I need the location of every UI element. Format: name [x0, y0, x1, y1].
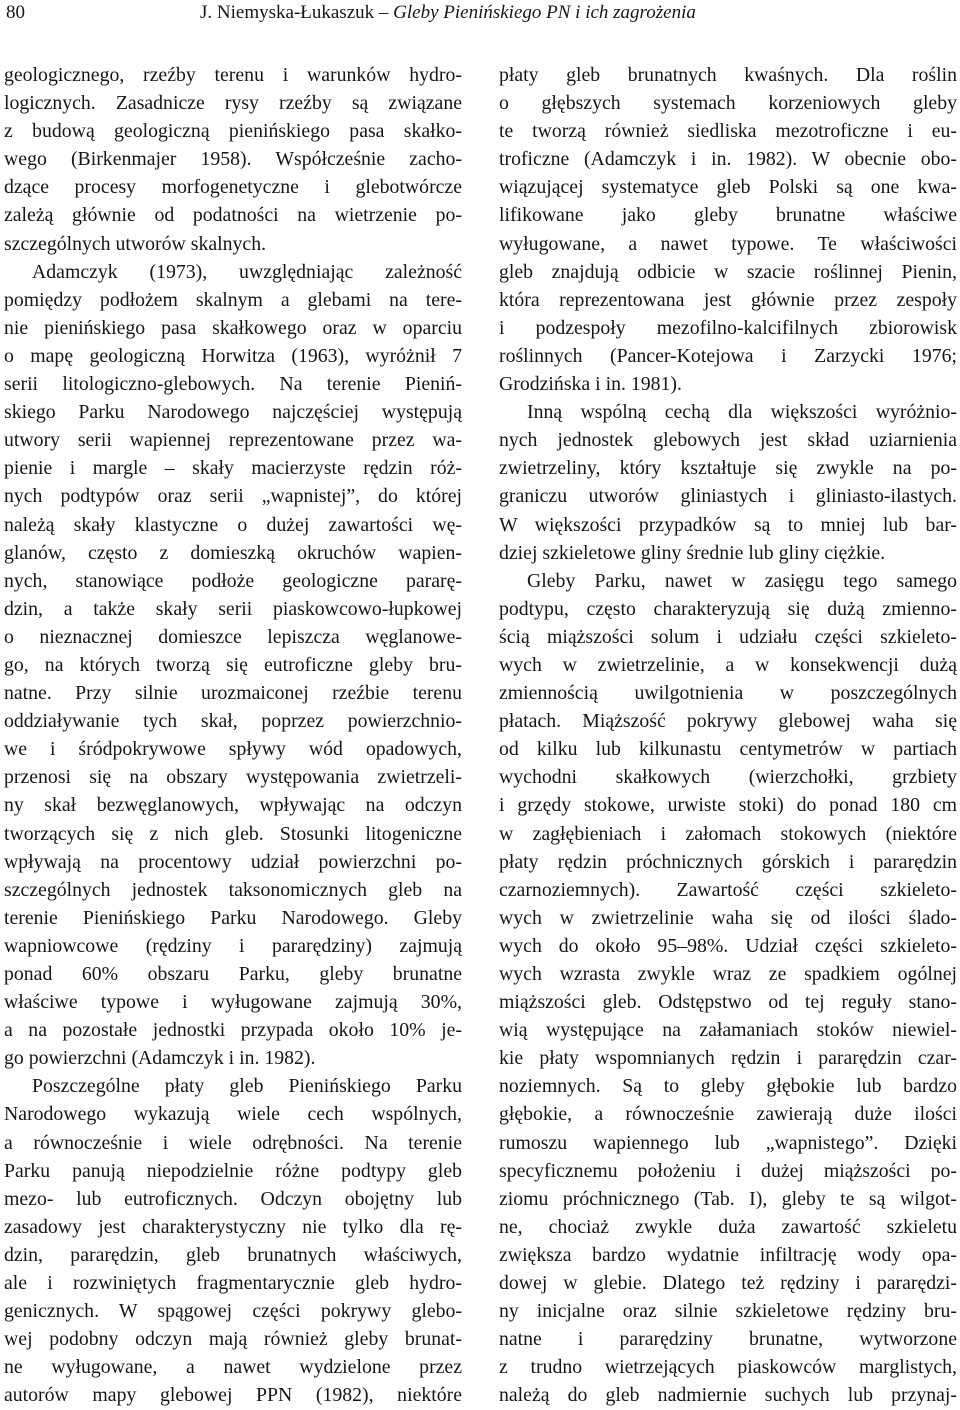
text-line: oddziaływanie tych skał, poprzez powierzchnio- — [4, 710, 462, 733]
text-line: ne, chociaż zwykle duża zawartość szkieletu — [499, 1215, 957, 1238]
text-line: zasadowy jest charakterystyczny nie tylko dla rę- — [4, 1215, 462, 1238]
text-line: ny inicjalne oraz silnie szkieletowe rędziny bru- — [499, 1300, 957, 1323]
text-line: lifikowane jako gleby brunatne właściwe — [499, 204, 957, 227]
text-line: roślinnych (Pancer-Kotejowa i Zarzycki 1976; — [499, 344, 957, 367]
text-line: a na pozostałe jednostki przypada około 10% je- — [4, 1019, 462, 1042]
text-line: płaty gleb brunatnych kwaśnych. Dla roślin — [499, 64, 957, 86]
text-line: z trudno wietrzejących piaskowców marglistych, — [499, 1356, 957, 1379]
text-line: wych w zwietrzelinie, a w konsekwencji dużą — [499, 653, 957, 676]
text-line: we i śródpokrywowe spływy wód opadowych, — [4, 738, 462, 761]
text-line: w zagłębieniach i załomach stokowych (niektóre — [499, 822, 957, 845]
text-line: graniczu utworów gliniastych i gliniasto-ilastych. — [499, 485, 957, 508]
text-line: nych podtypów oraz serii „wapnistej”, do której — [4, 485, 462, 508]
text-line: kie płaty wspomnianych rędzin i pararędzin czar- — [499, 1047, 957, 1070]
text-line: należą skały klastyczne o dużej zawartości wę- — [4, 513, 462, 536]
text-line: o nieznacznej domieszce lepiszcza węglanowe- — [4, 625, 462, 648]
text-line: autorów mapy glebowej PPN (1982), niektóre — [4, 1384, 462, 1407]
right-text-column — [499, 61, 957, 1410]
text-line: zależą głównie od podatności na wietrzenie po- — [4, 204, 462, 227]
text-line: głębokie, a równocześnie zawierają duże ilości — [499, 1103, 957, 1126]
text-line: mezo- lub eutroficznych. Odczyn obojętny lub — [4, 1187, 462, 1210]
text-line: wapniowcowe (rędziny i pararędziny) zajmują — [4, 934, 462, 957]
text-line: zwiększa bardzo wydatnie infiltrację wody opa- — [499, 1243, 957, 1266]
text-line: Grodzińska i in. 1981). — [499, 373, 682, 396]
text-line: go powierzchni (Adamczyk i in. 1982). — [4, 1047, 316, 1070]
header-author: J. Niemyska-Łukaszuk – — [200, 2, 394, 23]
text-line: Poszczególne płaty gleb Pienińskiego Parku — [32, 1075, 462, 1098]
text-line: płaty rędzin próchnicznych górskich i pararędzin — [499, 850, 957, 873]
text-line: właściwe typowe i wyługowane zajmują 30%, — [4, 991, 462, 1014]
text-line: wego (Birkenmajer 1958). Współcześnie zacho- — [4, 148, 462, 171]
text-line: wych do około 95–98%. Udział części szkieleto- — [499, 934, 957, 957]
text-line: o mapę geologiczną Horwitza (1963), wyróżnił 7 — [4, 344, 462, 367]
text-line: noziemnych. Są to gleby głębokie lub bardzo — [499, 1075, 957, 1098]
text-line: należą do gleb nadmiernie suchych lub przynaj- — [499, 1384, 957, 1407]
text-line: Narodowego wykazują wiele cech wspólnych, — [4, 1103, 462, 1126]
text-line: ny skał bezwęglanowych, wpływając na odczyn — [4, 794, 462, 817]
text-line: W większości przypadków są to mniej lub bar- — [499, 513, 957, 536]
text-line: od kilku lub kilkunastu centymetrów w partiach — [499, 738, 957, 761]
text-line: dowej w glebie. Dlatego też rędziny i pararędzi- — [499, 1272, 957, 1295]
text-line: serii litologiczno-glebowych. Na terenie Pieniń- — [4, 373, 462, 396]
text-line: Gleby Parku, nawet w zasięgu tego samego — [527, 569, 957, 592]
text-line: wychodni skałkowych (wierzchołki, grzbiety — [499, 766, 957, 789]
text-line: dzące procesy morfogenetyczne i glebotwórcze — [4, 176, 462, 199]
text-line: nie pienińskiego pasa skałkowego oraz w oparciu — [4, 316, 462, 339]
text-line: ne wyługowane, a nawet wydzielone przez — [4, 1356, 462, 1379]
text-line: te tworzą również siedliska mezotroficzne i eu- — [499, 120, 957, 143]
text-line: tworzących się z nich gleb. Stosunki litogeniczne — [4, 822, 462, 845]
text-line: zwietrzeliny, który kształtuje się zwykle na po- — [499, 457, 957, 480]
text-line: ponad 60% obszaru Parku, gleby brunatne — [4, 963, 462, 985]
text-line: wyługowane, a nawet typowe. Te właściwości — [499, 232, 957, 255]
text-line: rumoszu wapiennego lub „wapnistego”. Dzięki — [499, 1131, 957, 1154]
text-line: nych, stanowiące podłoże geologiczne pararę- — [4, 569, 462, 592]
header-title: Gleby Pienińskiego PN i ich zagrożenia — [393, 2, 696, 23]
text-line: i podzespoły mezofilno-kalcifilnych zbiorowisk — [499, 316, 957, 339]
text-line: zmiennością uwilgotnienia w poszczególnych — [499, 682, 957, 705]
text-line: natne. Przy silnie urozmaiconej rzeźbie terenu — [4, 682, 462, 705]
text-line: która reprezentowana jest głównie przez zespoły — [499, 288, 957, 311]
text-line: ale i rozwiniętych fragmentarycznie gleb hydro- — [4, 1272, 462, 1295]
text-line: szczególnych utworów skalnych. — [4, 232, 267, 255]
text-line: nych jednostek glebowych jest skład uziarnienia — [499, 429, 957, 452]
text-line: gleb znajdują odbicie w szacie roślinnej Pienin, — [499, 260, 957, 283]
text-line: glanów, często z domieszką okruchów wapien- — [4, 541, 462, 564]
text-line: genicznych. W spągowej części pokrywy glebo- — [4, 1300, 462, 1323]
text-line: a równocześnie i wiele odrębności. Na terenie — [4, 1131, 462, 1154]
text-line: Inną wspólną cechą dla większości wyróżnio- — [527, 401, 957, 424]
text-line: logicznych. Zasadnicze rysy rzeźby są związane — [4, 92, 462, 115]
text-line: czarnoziemnych). Zawartość części szkieleto- — [499, 878, 957, 901]
text-line: podtypu, często charakteryzują się dużą zmienno- — [499, 597, 957, 620]
text-line: wpływają na procentowy udział powierzchni po- — [4, 850, 462, 873]
text-line: szczególnych jednostek taksonomicznych gleb na — [4, 878, 462, 901]
text-line: troficzne (Adamczyk i in. 1982). W obecnie obo- — [499, 148, 957, 171]
text-line: z budową geologiczną pienińskiego pasa skałko- — [4, 120, 462, 143]
text-line: pienie i margle – skały macierzyste rędzin róż- — [4, 457, 462, 480]
text-line: go, na których tworzą się eutroficzne gleby bru- — [4, 653, 462, 676]
text-line: ścią miąższości solum i udziału części szkieleto- — [499, 625, 957, 648]
text-line: dzin, a także skały serii piaskowcowo-łupkowej — [4, 597, 462, 620]
text-line: miąższości gleb. Odstępstwo od tej reguły stano- — [499, 991, 957, 1014]
text-line: wej podobny odczyn mają również gleby brunat- — [4, 1328, 462, 1351]
text-line: natne i pararędziny brunatne, wytworzone — [499, 1328, 957, 1351]
running-title — [200, 0, 696, 26]
running-header — [6, 0, 956, 26]
text-line: wią występujące na załamaniach stoków niewiel- — [499, 1019, 957, 1042]
text-line: pomiędzy podłożem skalnym a glebami na tere- — [4, 288, 462, 311]
text-line: specyficznemu położeniu i dużej miąższości po- — [499, 1159, 957, 1182]
text-line: ziomu próchnicznego (Tab. I), gleby te są wilgot- — [499, 1187, 957, 1210]
text-line: płatach. Miąższość pokrywy glebowej waha się — [499, 710, 957, 733]
left-text-column — [4, 61, 462, 1410]
text-line: utwory serii wapiennej reprezentowane przez wa- — [4, 429, 462, 452]
text-line: i grzędy stokowe, urwiste stoki) do ponad 180 cm — [499, 794, 957, 817]
text-line: geologicznego, rzeźby terenu i warunków hydro- — [4, 64, 462, 86]
text-line: wych w zwietrzelinie waha się od ilości ślado- — [499, 906, 957, 929]
text-line: wiązującej systematyce gleb Polski są one kwa- — [499, 176, 957, 199]
text-line: terenie Pienińskiego Parku Narodowego. Gleby — [4, 906, 462, 929]
text-line: skiego Parku Narodowego najczęściej występują — [4, 401, 462, 424]
text-line: Parku panują niepodzielnie różne podtypy gleb — [4, 1159, 462, 1182]
text-line: o głębszych systemach korzeniowych gleby — [499, 92, 957, 115]
text-line: przenosi się na obszary występowania zwietrzeli- — [4, 766, 462, 789]
text-line: dziej szkieletowe gliny średnie lub gliny ciężkie. — [499, 541, 886, 564]
text-line: wych wzrasta zwykle wraz ze spadkiem ogólnej — [499, 963, 957, 985]
text-line: dzin, pararędzin, gleb brunatnych właściwych, — [4, 1243, 462, 1266]
page-number: 80 — [6, 2, 25, 23]
text-line: Adamczyk (1973), uwzględniając zależność — [32, 260, 462, 283]
